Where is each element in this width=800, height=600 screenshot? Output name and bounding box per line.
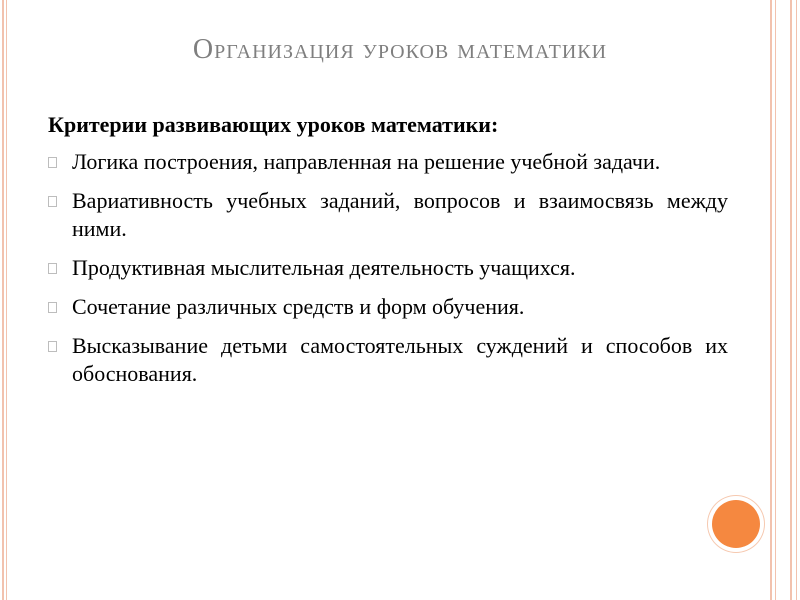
slide-title: Организация уроков математики xyxy=(192,34,608,65)
left-border-line xyxy=(2,0,4,600)
right-border-line xyxy=(770,0,772,600)
list-item xyxy=(48,332,728,388)
list-item xyxy=(48,148,728,176)
list-item xyxy=(48,187,728,243)
list-item-text: Вариативность учебных заданий, вопросов и взаимосвязь между ними. xyxy=(72,188,728,241)
list-item-text: Продуктивная мыслительная деятельность учащихся. xyxy=(72,255,576,280)
bullet-icon xyxy=(48,157,57,168)
list-item-text: Логика построения, направленная на решение учебной задачи. xyxy=(72,149,661,174)
left-border-line-thin xyxy=(6,0,7,600)
right-border-line-thin xyxy=(775,0,776,600)
criteria-heading: Критерии развивающих уроков математики: xyxy=(48,112,499,137)
orange-circle-decoration xyxy=(712,500,760,548)
list-item-text: Высказывание детьми самостоятельных суждений и способов их обоснования. xyxy=(72,333,728,386)
bullet-icon xyxy=(48,263,57,274)
list-item-text: Сочетание различных средств и форм обучения. xyxy=(72,294,525,319)
list-item xyxy=(48,254,728,282)
list-item xyxy=(48,293,728,321)
bullet-icon xyxy=(48,196,57,207)
bullet-icon xyxy=(48,341,57,352)
right-edge-line-thin xyxy=(796,0,797,600)
slide-content xyxy=(48,112,728,399)
bullet-icon xyxy=(48,302,57,313)
right-edge-line xyxy=(790,0,792,600)
